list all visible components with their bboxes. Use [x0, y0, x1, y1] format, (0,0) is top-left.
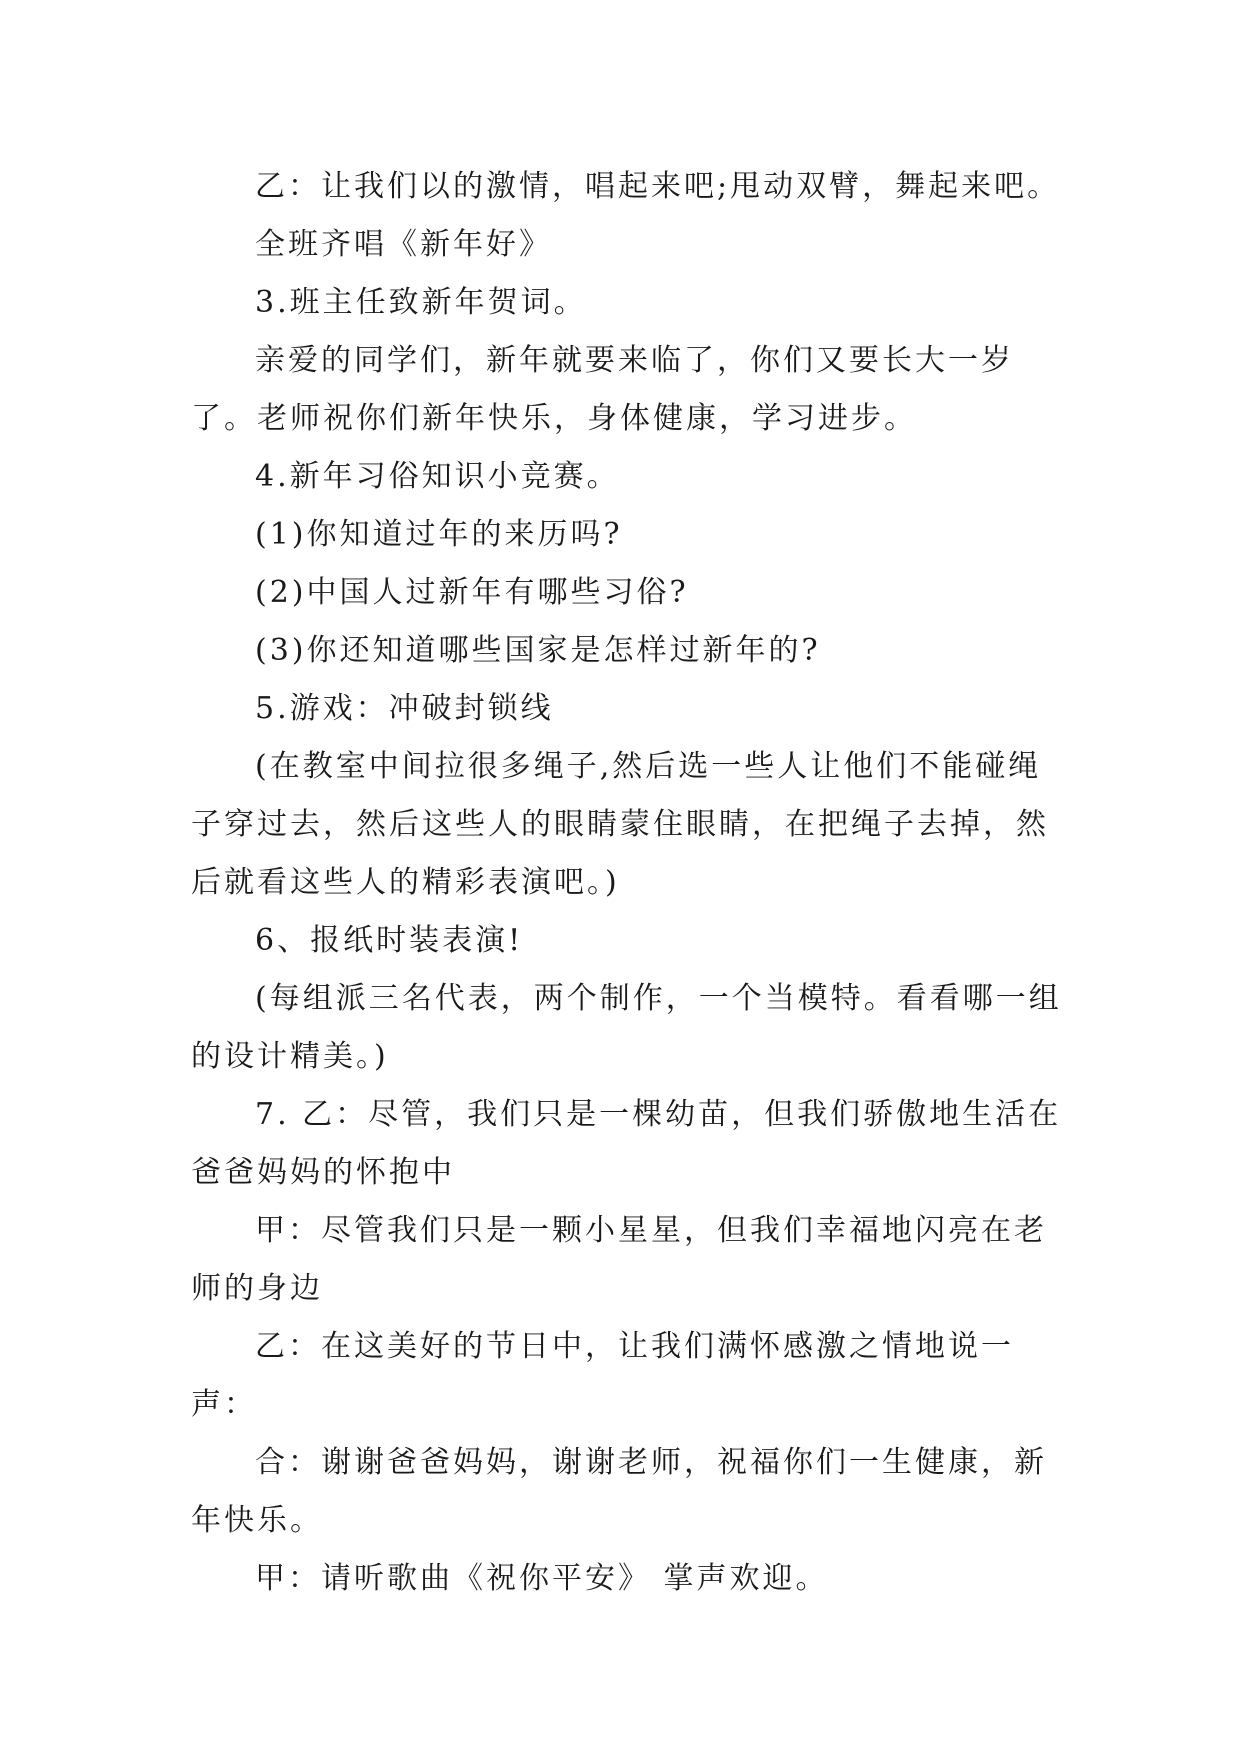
paragraph: (在教室中间拉很多绳子,然后选一些人让他们不能碰绳子穿过去，然后这些人的眼睛蒙住眼睛，在把绳子去掉，然后就看这些人的精彩表演吧。): [191, 749, 1049, 900]
paragraph: 甲：请听歌曲《祝你平安》 掌声欢迎。: [255, 1561, 829, 1596]
paragraph: (3)你还知道哪些国家是怎样过新年的?: [255, 633, 821, 668]
paragraph: 甲：尽管我们只是一颗小星星，但我们幸福地闪亮在老师的身边: [191, 1213, 1047, 1306]
paragraph: 4.新年习俗知识小竞赛。: [255, 459, 620, 494]
paragraph: 7. 乙：尽管，我们只是一棵幼苗，但我们骄傲地生活在爸爸妈妈的怀抱中: [191, 1097, 1062, 1190]
paragraph: (2)中国人过新年有哪些习俗?: [255, 575, 689, 610]
paragraph: 乙：在这美好的节日中，让我们满怀感激之情地说一声：: [191, 1329, 1014, 1422]
paragraph: (每组派三名代表，两个制作，一个当模特。看看哪一组的设计精美。): [191, 981, 1062, 1074]
paragraph: 5.游戏：冲破封锁线: [255, 691, 554, 726]
paragraph: 全班齐唱《新年好》: [255, 227, 552, 262]
paragraph: 6、报纸时装表演!: [255, 923, 524, 958]
paragraph: 合：谢谢爸爸妈妈，谢谢老师，祝福你们一生健康，新年快乐。: [191, 1445, 1047, 1538]
paragraph: (1)你知道过年的来历吗?: [255, 517, 623, 552]
paragraph: 亲爱的同学们，新年就要来临了，你们又要长大一岁了。老师祝你们新年快乐，身体健康，学习进步。: [191, 343, 1014, 436]
paragraph: 乙：让我们以的激情，唱起来吧;甩动双臂，舞起来吧。: [255, 169, 1061, 204]
document-body: [191, 158, 1071, 1608]
paragraph: 3.班主任致新年贺词。: [255, 285, 587, 320]
